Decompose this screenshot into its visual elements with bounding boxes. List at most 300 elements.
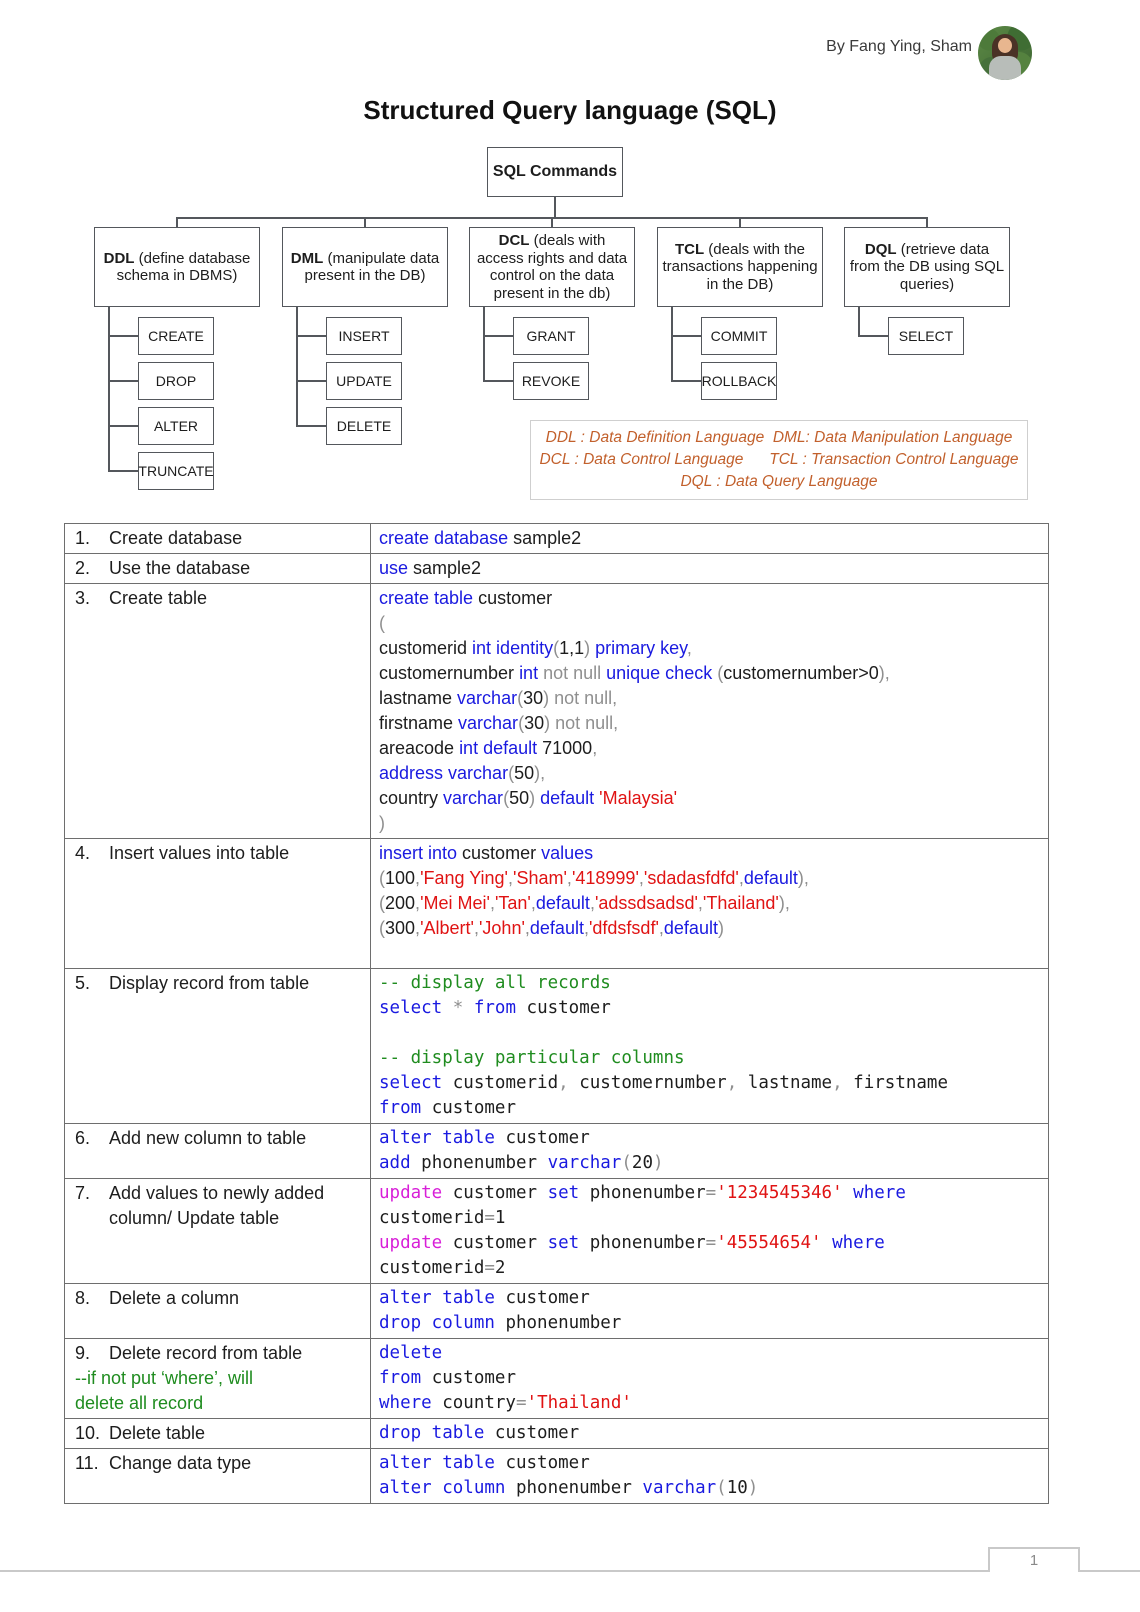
row-number: 2. [75,558,91,578]
code-segment: , [726,1073,748,1093]
code-segment: 30 [524,713,545,733]
code-line [379,1021,1044,1046]
row-code-cell [371,1124,1048,1178]
code-segment: , [738,868,744,888]
avatar-body [989,56,1021,80]
code-segment: ( [553,638,560,658]
code-segment: 2 [494,1258,506,1278]
row-number: 3. [75,588,91,608]
code-segment: ( [716,1478,727,1498]
row-code-cell [371,1179,1048,1283]
code-segment: use [379,558,409,578]
code-segment: country [442,1393,516,1413]
code-segment: ), [878,663,890,683]
code-segment: alter table [379,1128,506,1148]
code-segment: 'Malaysia' [599,788,678,808]
code-segment: varchar [642,1478,717,1498]
code-segment: , [489,893,495,913]
row-label: Insert values into table [109,843,290,863]
row-label: Create table [109,588,208,608]
row-label-cell [65,1179,371,1283]
diagram-command-box-select: SELECT [888,317,964,355]
code-segment: phonenumber [515,1478,643,1498]
legend-line: DQL : Data Query Language [680,473,878,490]
code-line [379,526,1044,551]
diagram-command-box-delete: DELETE [326,407,402,445]
code-segment: = [484,1208,495,1228]
code-line [379,1451,1044,1476]
code-segment: sample2 [508,528,582,548]
code-segment: '45554654' [716,1233,822,1253]
code-segment: where [821,1233,885,1253]
code-segment: 50 [509,788,530,808]
code-segment: not null [538,663,607,683]
code-segment: varchar [443,788,504,808]
code-segment: ) [747,1478,759,1498]
connector-elbow [108,470,138,472]
code-line [379,611,1044,636]
connector-elbow [858,335,888,337]
code-segment: insert into [379,843,458,863]
diagram-category-box-ddl [94,227,260,307]
row-label-cell [65,839,371,968]
code-segment: 'dfdsfsdf' [588,918,659,938]
code-segment: default [535,893,590,913]
code-line [379,686,1044,711]
code-segment: 'sdadasfdfd' [643,868,739,888]
code-segment: , [524,918,530,938]
code-segment: , [592,738,598,758]
code-segment: values [541,843,594,863]
table-row [65,1283,1048,1338]
row-label: Add new column to table [109,1128,307,1148]
row-label-line [75,841,364,866]
code-segment: customer [457,843,542,863]
diagram-category-box-dql [844,227,1010,307]
footer-divider [1080,1570,1140,1572]
code-segment: customer [505,1288,590,1308]
row-code-cell [371,1419,1048,1448]
code-segment: , [415,918,421,938]
code-segment: ), [534,763,546,783]
code-segment: int identity [472,638,554,658]
diagram-command-box-grant: GRANT [513,317,589,355]
code-segment: default [663,918,718,938]
code-segment: create table [379,588,474,608]
code-segment: customerid [379,638,473,658]
code-segment: , [473,918,479,938]
diagram-category-box-dcl [469,227,635,307]
code-segment: , [638,868,644,888]
code-segment: -- display all records [379,973,611,993]
diagram-command-box-update: UPDATE [326,362,402,400]
table-row [65,524,1048,553]
diagram-command-box-commit: COMMIT [701,317,777,355]
code-segment: customernumber [379,663,520,683]
code-segment: customerid [379,1208,485,1228]
connector-elbow [296,335,326,337]
row-label-line [75,1341,364,1366]
code-segment: , [566,868,572,888]
code-segment: customer [505,1128,590,1148]
code-line [379,1366,1044,1391]
code-segment: drop table [379,1423,495,1443]
code-line [379,916,1044,941]
code-line [379,1126,1044,1151]
row-code-cell [371,554,1048,583]
code-segment: from [473,998,527,1018]
code-segment: customernumber [579,1073,727,1093]
row-label: Use the database [109,558,251,578]
row-code-cell [371,969,1048,1123]
connector-category-stub [926,217,928,227]
connector-category-stub [739,217,741,227]
code-segment: ) [529,788,541,808]
code-segment: * [452,998,474,1018]
code-line [379,761,1044,786]
code-line [379,1341,1044,1366]
row-number: 9. [75,1343,91,1363]
row-label-cell [65,524,371,553]
connector-trunk [483,307,485,381]
code-segment: 1,1 [559,638,585,658]
row-code-cell [371,839,1048,968]
code-line [379,1151,1044,1176]
code-segment: '418999' [571,868,639,888]
code-segment: where [842,1183,906,1203]
connector-trunk [296,307,298,426]
diagram-command-box-truncate: TRUNCATE [138,452,214,490]
code-segment: alter table [379,1288,506,1308]
row-note-comment: delete all record [75,1393,204,1413]
row-label: Delete a column [109,1288,240,1308]
code-segment: , [583,918,589,938]
code-segment: ( [508,763,515,783]
code-segment: = [484,1258,495,1278]
code-segment: add [379,1153,422,1173]
code-segment: 'Mei Mei' [420,893,490,913]
code-segment: unique check [606,663,713,683]
code-segment: 30 [523,688,544,708]
code-segment: 'Tan' [494,893,531,913]
row-label-line [75,1451,364,1476]
avatar [978,26,1032,80]
diagram-root-box: SQL Commands [487,147,623,197]
code-segment: = [515,1393,527,1413]
code-segment: , [589,893,595,913]
code-segment: default [540,788,600,808]
code-segment: ) [652,1153,664,1173]
byline-text: By Fang Ying, Sham [826,38,972,55]
code-line [379,1181,1044,1206]
category-label: DDL (define database schema in DBMS) [103,249,251,284]
row-label: Delete table [109,1423,206,1443]
row-label-line [75,556,364,581]
code-segment: firstname [853,1073,948,1093]
connector-elbow [671,380,701,382]
code-line [379,736,1044,761]
code-segment: , [508,868,514,888]
row-number: 1. [75,528,91,548]
code-segment: alter column [379,1478,516,1498]
diagram-command-box-insert: INSERT [326,317,402,355]
code-segment: drop column [379,1313,506,1333]
code-segment: ) not null, [543,688,618,708]
code-segment: ( [379,613,385,633]
code-segment: 'Thailand' [526,1393,632,1413]
code-segment: 10 [726,1478,748,1498]
code-line [379,996,1044,1021]
code-segment: lastname [379,688,458,708]
row-label-cell [65,1339,371,1418]
diagram-command-box-rollback: ROLLBACK [701,362,777,400]
code-segment: ( [517,688,524,708]
table-row [65,968,1048,1123]
code-segment: lastname [747,1073,833,1093]
code-segment: ( [712,663,724,683]
row-label-cell [65,1419,371,1448]
code-segment: default [529,918,584,938]
legend-box [530,420,1028,500]
code-line [379,891,1044,916]
row-number: 5. [75,973,91,993]
row-label: Change data type [109,1453,252,1473]
code-line [379,1311,1044,1336]
code-line [379,841,1044,866]
diagram-command-box-alter: ALTER [138,407,214,445]
code-segment: default [743,868,798,888]
code-segment: , [658,918,664,938]
row-label-line [75,1126,364,1151]
code-segment: varchar [458,713,519,733]
code-line [379,586,1044,611]
avatar-face [998,38,1012,53]
code-segment: 1 [494,1208,506,1228]
code-segment: update [379,1233,453,1253]
code-line [379,811,1044,836]
code-segment: customer [526,998,611,1018]
code-segment: phonenumber [421,1153,548,1173]
code-segment: 200 [385,893,416,913]
row-number: 4. [75,843,91,863]
table-row [65,553,1048,583]
sql-examples-table [64,523,1049,1504]
code-line [379,866,1044,891]
connector-elbow [296,380,326,382]
diagram-command-box-drop: DROP [138,362,214,400]
code-segment: select [379,998,453,1018]
code-line [379,556,1044,581]
code-segment: alter table [379,1453,506,1473]
code-line [379,636,1044,661]
code-segment: 50 [514,763,535,783]
code-segment: firstname [379,713,459,733]
code-segment: ) not null, [544,713,619,733]
connector-elbow [671,335,701,337]
diagram-command-box-revoke: REVOKE [513,362,589,400]
code-segment: customer [473,588,553,608]
connector-trunk [858,307,860,336]
row-number: 11. [75,1453,99,1473]
code-segment: delete [379,1343,443,1363]
code-segment: phonenumber [589,1183,706,1203]
code-segment: create database [379,528,509,548]
code-line [379,661,1044,686]
row-code-cell [371,1339,1048,1418]
connector-category-stub [551,217,553,227]
connector-trunk [671,307,673,381]
code-segment: from [379,1098,432,1118]
code-segment: 300 [385,918,416,938]
table-row [65,1123,1048,1178]
code-segment: customer [505,1453,590,1473]
code-segment: sample2 [408,558,482,578]
code-segment: , [415,868,421,888]
code-segment: 'Albert' [420,918,474,938]
code-segment: phonenumber [589,1233,706,1253]
table-row [65,1418,1048,1448]
code-segment: primary key [595,638,687,658]
page-title: Structured Query language (SQL) [363,95,777,125]
code-segment: ), [797,868,809,888]
page-number-tab [988,1547,1080,1572]
row-label-cell [65,554,371,583]
row-code-cell [371,1449,1048,1503]
code-segment: from [379,1368,432,1388]
code-segment: address varchar [379,763,509,783]
connector-category-stub [176,217,178,227]
table-row [65,1448,1048,1503]
code-segment: , [415,893,421,913]
code-segment: int [519,663,539,683]
code-segment: customer [494,1423,580,1443]
code-segment: ) [717,918,724,938]
code-segment: 'Fang Ying' [420,868,508,888]
row-label-line [75,1286,364,1311]
row-label-cell [65,1284,371,1338]
code-segment: ( [379,918,385,938]
row-label-line [75,1421,364,1446]
code-segment: 100 [385,868,416,888]
code-line [379,711,1044,736]
sql-commands-diagram [0,145,1140,515]
connector-elbow [296,425,326,427]
code-line [379,786,1044,811]
table-row [65,838,1048,968]
row-label-line [75,1181,364,1231]
code-segment: ( [379,893,385,913]
code-line [379,1256,1044,1281]
code-segment: -- display particular columns [379,1048,685,1068]
row-code-cell [371,584,1048,838]
category-label: TCL (deals with the transactions happening in the DB) [662,240,818,293]
code-segment: int default [459,738,538,758]
table-row [65,1178,1048,1283]
legend-line: DDL : Data Definition Language DML: Data Manipulation Language [545,429,1013,446]
code-segment: , [697,893,703,913]
legend-line: DCL : Data Control Language TCL : Transaction Control Language [539,451,1019,468]
connector-trunk [108,307,110,471]
code-segment: customer [452,1233,548,1253]
code-segment: customer [452,1183,548,1203]
code-segment: ) [584,638,596,658]
row-label-cell [65,1449,371,1503]
row-label: Add values to newly added column/ Update table [109,1183,325,1228]
diagram-category-box-tcl [657,227,823,307]
code-segment: customer [431,1368,516,1388]
code-line [379,971,1044,996]
row-code-cell [371,524,1048,553]
code-segment: customer [431,1098,516,1118]
row-label-line [75,526,364,551]
code-line [379,1046,1044,1071]
row-number: 10. [75,1423,101,1443]
row-label: Delete record from table [109,1343,303,1363]
category-label: DML (manipulate data present in the DB) [290,249,440,284]
code-segment: set [547,1183,590,1203]
code-line [379,1071,1044,1096]
category-label: DCL (deals with access rights and data control on the data present in the db) [476,232,628,302]
code-segment: ) [379,813,385,833]
row-label-cell [65,969,371,1123]
code-segment: 71000 [537,738,593,758]
code-segment: = [705,1233,717,1253]
code-line [379,1476,1044,1501]
category-label: DQL (retrieve data from the DB using SQL queries) [849,240,1005,293]
row-label-cell [65,1124,371,1178]
page-number: 1 [1029,1552,1039,1569]
code-line [379,1096,1044,1121]
connector-elbow [108,380,138,382]
row-label: Display record from table [109,973,310,993]
code-segment: , [686,638,692,658]
code-segment: areacode [379,738,460,758]
row-note-comment: --if not put ‘where’, will [75,1368,254,1388]
connector-elbow [108,335,138,337]
code-segment: country [379,788,444,808]
footer-divider [0,1570,988,1572]
code-segment: 20 [631,1153,653,1173]
code-segment: customerid [379,1258,485,1278]
code-line [379,941,1044,966]
code-segment: ( [621,1153,632,1173]
code-segment: 'Thailand' [702,893,779,913]
code-segment: 'John' [478,918,525,938]
row-label: Create database [109,528,243,548]
code-segment: , [832,1073,854,1093]
code-segment: customernumber>0 [723,663,879,683]
code-segment: phonenumber [505,1313,622,1333]
connector-elbow [483,380,513,382]
row-label-line [75,586,364,611]
code-segment: ( [379,868,385,888]
code-segment: varchar [547,1153,622,1173]
connector-elbow [483,335,513,337]
code-segment: customerid [452,1073,559,1093]
row-number: 6. [75,1128,91,1148]
connector-root-stub [554,197,556,217]
connector-elbow [108,425,138,427]
row-label-line [75,971,364,996]
code-segment: '1234545346' [716,1183,843,1203]
row-number: 8. [75,1288,91,1308]
code-segment: where [379,1393,443,1413]
code-segment: 'adssdsadsd' [594,893,698,913]
code-segment: select [379,1073,453,1093]
row-code-cell [371,1284,1048,1338]
code-segment: = [705,1183,717,1203]
code-line [379,1391,1044,1416]
